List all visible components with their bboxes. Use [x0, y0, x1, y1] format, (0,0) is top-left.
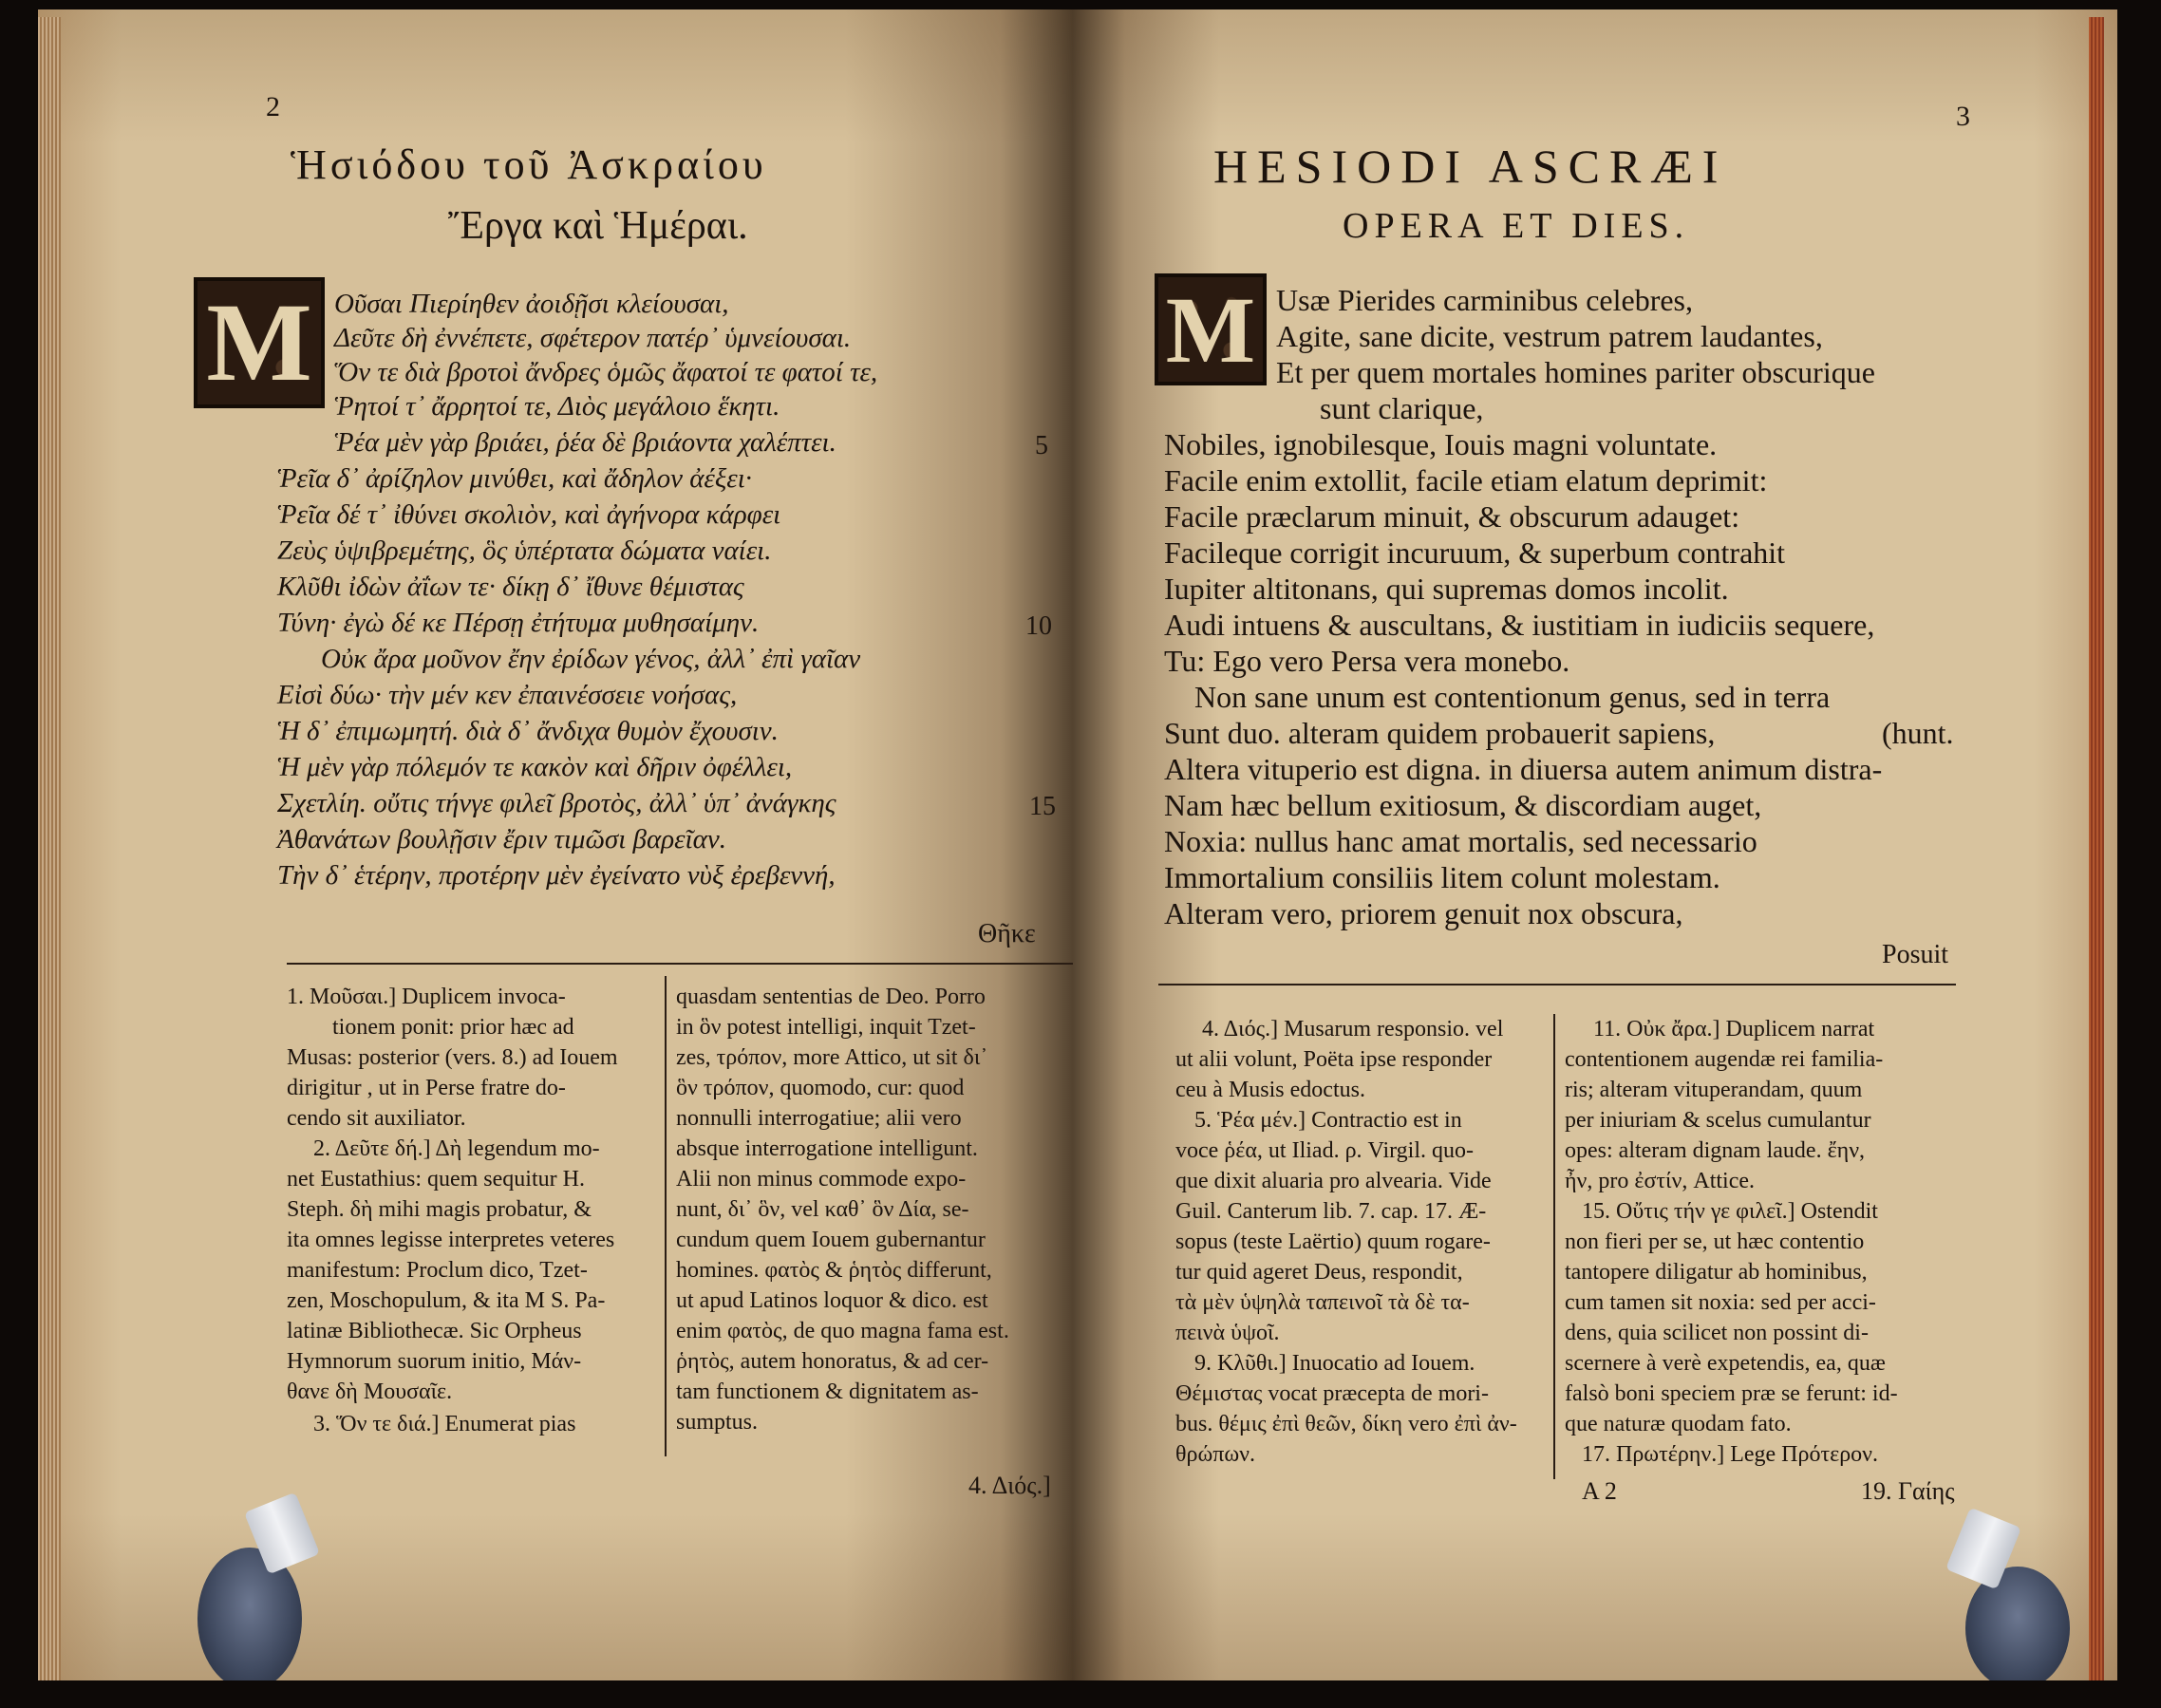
verse-line: Usæ Pierides carminibus celebres,: [1276, 283, 1693, 317]
note-line: Θέμιστας vocat præcepta de mori-: [1175, 1381, 1489, 1406]
verse-line: Sunt duo. alteram quidem probauerit sapiens,: [1164, 716, 1716, 750]
note-line: Alii non minus commode expo-: [676, 1167, 967, 1192]
note-line: in ὃν potest intelligi, inquit Tzet-: [676, 1015, 976, 1040]
note-line: voce ῥέα, ut Iliad. ρ. Virgil. quo-: [1175, 1138, 1475, 1163]
note-line: πεινὰ ὑψοῖ.: [1175, 1321, 1280, 1345]
page-number-left: 2: [266, 91, 280, 122]
note-line: 2. Δεῦτε δή.] Δὴ legendum mo-: [313, 1136, 600, 1161]
verse-line: Altera vituperio est digna. in diuersa autem animum distra-: [1164, 752, 1883, 786]
note-line: ris; alteram vituperandam, quum: [1565, 1078, 1863, 1102]
drop-initial-right: M: [1155, 273, 1267, 385]
verse-line: Agite, sane dicite, vestrum patrem laudantes,: [1276, 319, 1823, 353]
note-line: dirigitur , ut in Perse fratre do-: [287, 1076, 566, 1100]
verse-line: Et per quem mortales homines pariter obscurique: [1276, 355, 1875, 389]
note-line: non fieri per se, ut hæc contentio: [1565, 1229, 1865, 1254]
verse-line: Iupiter altitonans, qui supremas domos incolit.: [1164, 572, 1729, 606]
notes-column-rule-right: [1553, 1014, 1555, 1479]
note-line: ut alii volunt, Poëta ipse responder: [1175, 1047, 1493, 1072]
latin-subtitle: OPERA ET DIES.: [1343, 206, 1690, 246]
note-line: ceu à Musis edoctus.: [1175, 1078, 1365, 1102]
note-line: zes, τρόπον, more Attico, ut sit δι᾽: [676, 1045, 988, 1070]
verse-line: Δεῦτε δὴ ἐννέπετε, σφέτερον πατέρ᾽ ὑμνείουσαι.: [334, 323, 852, 353]
note-line: tam functionem & dignitatem as-: [676, 1380, 979, 1404]
greek-title: Ἡσιόδου τοῦ Ἀσκραίου: [291, 141, 767, 188]
note-line: opes: alteram dignam laude. ἔην,: [1565, 1138, 1866, 1163]
greek-subtitle: Ἔργα καὶ Ἡμέραι.: [448, 204, 748, 248]
verse-line: Tu: Ego vero Persa vera monebo.: [1164, 644, 1570, 678]
verse-line: sunt clarique,: [1320, 391, 1484, 425]
note-line: tionem ponit: prior hæc ad: [332, 1015, 574, 1040]
verse-line: Nobiles, ignobilesque, Iouis magni voluntate.: [1164, 427, 1718, 461]
note-line: bus. θέμις ἐπὶ θεῶν, δίκη vero ἐπὶ ἀν-: [1175, 1412, 1517, 1436]
note-line: scernere à verè expetendis, ea, quæ: [1565, 1351, 1886, 1376]
note-line: θανε δὴ Μουσαῖε.: [287, 1380, 453, 1404]
note-line: 1. Μοῦσαι.] Duplicem invoca-: [287, 985, 566, 1009]
note-line: latinæ Bibliothecæ. Sic Orpheus: [287, 1319, 582, 1343]
note-line: cum tamen sit noxia: sed per acci-: [1565, 1290, 1876, 1315]
note-line: ἦν, pro ἐστίν, Attice.: [1565, 1169, 1756, 1193]
note-line: zen, Moschopulum, & ita M S. Pa-: [287, 1288, 606, 1313]
catchword-left: Θῆκε: [978, 919, 1036, 948]
verse-line: Nam hæc bellum exitiosum, & discordiam auget,: [1164, 788, 1762, 822]
note-line: τὰ μὲν ὑψηλὰ ταπεινοῖ τὰ δὲ τα-: [1175, 1290, 1470, 1315]
note-line: net Eustathius: quem sequitur H.: [287, 1167, 585, 1192]
note-line: per iniuriam & scelus cumulantur: [1565, 1108, 1871, 1133]
verse-line: Facile præclarum minuit, & obscurum adauget:: [1164, 499, 1740, 534]
verse-line: Ἀθανάτων βουλῇσιν ἔριν τιμῶσι βαρεῖαν.: [277, 824, 726, 854]
page-edges-right: [2089, 17, 2104, 1680]
verse-line: Οὐκ ἄρα μοῦνον ἔην ἐρίδων γένος, ἀλλ᾽ ἐπὶ γαῖαν: [321, 644, 861, 674]
line-number: 10: [1025, 611, 1052, 641]
verse-line: Audi intuens & auscultans, & iustitiam in iudiciis sequere,: [1164, 608, 1875, 642]
page-number-right: 3: [1956, 101, 1970, 132]
open-book: [19, 9, 2142, 1699]
verse-line: Σχετλίη. οὔτις τήνγε φιλεῖ βροτὸς, ἀλλ᾽ ὑπ᾽ ἀνάγκης: [277, 788, 836, 818]
note-line: cundum quem Iouem gubernantur: [676, 1228, 986, 1252]
note-line: 11. Οὐκ ἄρα.] Duplicem narrat: [1593, 1017, 1875, 1042]
verse-line: Ῥητοί τ᾽ ἄρρητοί τε, Διὸς μεγάλοιο ἕκητι.: [334, 391, 780, 422]
note-line: ὃν τρόπον, quomodo, cur: quod: [676, 1076, 965, 1100]
verse-line: Ῥεῖα δέ τ᾽ ἰθύνει σκολιὸν, καὶ ἀγήνορα κάρφει: [277, 499, 781, 530]
drop-initial-left: M: [194, 277, 325, 408]
note-line: 9. Κλῦθι.] Inuocatio ad Iouem.: [1194, 1351, 1475, 1376]
note-line: 3. Ὅν τε διά.] Enumerat pias: [313, 1412, 576, 1436]
verse-line: Non sane unum est contentionum genus, sed in terra: [1194, 680, 1831, 714]
verse-line: Ζεὺς ὑψιβρεμέτης, ὃς ὑπέρτατα δώματα ναίει.: [277, 535, 772, 566]
note-line: quasdam sententias de Deo. Porro: [676, 985, 986, 1009]
verse-line: Κλῦθι ἰδὼν ἀΐων τε· δίκῃ δ᾽ ἴθυνε θέμιστας: [277, 572, 744, 602]
verse-line: Ὅν τε διὰ βροτοὶ ἄνδρες ὁμῶς ἄφατοί τε φατοί τε,: [334, 357, 878, 387]
note-line: enim φατὸς, de quo magna fama est.: [676, 1319, 1009, 1343]
note-line: homines. φατὸς & ῥητὸς differunt,: [676, 1258, 992, 1283]
note-line: nunt, δι᾽ ὃν, vel καθ᾽ ὃν Δία, se-: [676, 1197, 969, 1222]
overflow-word: (hunt.: [1882, 716, 1954, 750]
line-number: 5: [1035, 431, 1048, 460]
signature-mark: A 2: [1582, 1477, 1617, 1505]
verse-line: Alteram vero, priorem genuit nox obscura,: [1164, 896, 1683, 930]
verse-line: Οῦσαι Πιερίηθεν ἀοιδῇσι κλείουσαι,: [334, 289, 729, 319]
note-line: Musas: posterior (vers. 8.) ad Iouem: [287, 1045, 618, 1070]
note-line: 4. Διός.] Musarum responsio. vel: [1202, 1017, 1504, 1042]
note-line: contentionem augendæ rei familia-: [1565, 1047, 1884, 1072]
verse-line: Facileque corrigit incuruum, & superbum contrahit: [1164, 535, 1786, 570]
note-line: ut apud Latinos loquor & dico. est: [676, 1288, 988, 1313]
note-line: Hymnorum suorum initio, Μάν-: [287, 1349, 582, 1374]
note-line: falsò boni speciem præ se ferunt: id-: [1565, 1381, 1898, 1406]
note-line: tur quid ageret Deus, respondit,: [1175, 1260, 1463, 1285]
notes-column-rule-left: [665, 976, 667, 1456]
right-page: [1073, 9, 2117, 1680]
note-line: absque interrogatione intelligunt.: [676, 1136, 978, 1161]
note-line: ῥητὸς, autem honoratus, & ad cer-: [676, 1349, 989, 1374]
notes-divider-left: [287, 963, 1073, 965]
line-number: 15: [1029, 792, 1056, 821]
page-edges-left: [38, 17, 61, 1680]
verse-line: Ῥέα μὲν γὰρ βριάει, ῥέα δὲ βριάοντα χαλέπτει.: [334, 427, 836, 458]
verse-line: Immortalium consiliis litem colunt molestam.: [1164, 860, 1720, 894]
note-line: que naturæ quodam fato.: [1565, 1412, 1792, 1436]
verse-line: Ἡ δ᾽ ἐπιμωμητή. διὰ δ᾽ ἄνδιχα θυμὸν ἔχουσιν.: [277, 716, 779, 746]
catchword-right: Posuit: [1882, 940, 1949, 969]
note-line: θρώπων.: [1175, 1442, 1256, 1467]
verse-line: Ἡ μὲν γὰρ πόλεμόν τε κακὸν καὶ δῆριν ὀφέλλει,: [277, 752, 793, 782]
verse-line: Τύνη· ἐγὼ δέ κε Πέρσῃ ἐτήτυμα μυθησαίμην.: [277, 608, 760, 638]
verse-line: Facile enim extollit, facile etiam elatum deprimit:: [1164, 463, 1768, 497]
note-line: dens, quia scilicet non possint di-: [1565, 1321, 1869, 1345]
verse-line: Noxia: nullus hanc amat mortalis, sed necessario: [1164, 824, 1757, 858]
note-line: que dixit aluaria pro alvearia. Vide: [1175, 1169, 1492, 1193]
note-line: 15. Οὔτις τήν γε φιλεῖ.] Ostendit: [1582, 1199, 1878, 1224]
note-line: 5. Ῥέα μέν.] Contractio est in: [1194, 1108, 1462, 1133]
verse-line: Ῥεῖα δ᾽ ἀρίζηλον μινύθει, καὶ ἄδηλον ἀέξει·: [277, 463, 753, 494]
note-line: tantopere diligatur ab hominibus,: [1565, 1260, 1868, 1285]
note-line: 17. Πρωτέρην.] Lege Πρότερον.: [1582, 1442, 1879, 1467]
latin-title: HESIODI ASCRÆI: [1213, 140, 1728, 193]
notes-divider-right: [1158, 984, 1956, 985]
note-line: sumptus.: [676, 1410, 759, 1435]
note-line: cendo sit auxiliator.: [287, 1106, 466, 1131]
note-line: ita omnes legisse interpretes veteres: [287, 1228, 615, 1252]
page-clip-left: [197, 1548, 302, 1680]
note-line: Guil. Canterum lib. 7. cap. 17. Æ-: [1175, 1199, 1487, 1224]
notes-catchword-left: 4. Διός.]: [968, 1472, 1051, 1499]
note-line: nonnulli interrogatiue; alii vero: [676, 1106, 962, 1131]
note-line: Steph. δὴ mihi magis probatur, &: [287, 1197, 592, 1222]
verse-line: Τὴν δ᾽ ἑτέρην, προτέρην μὲν ἐγείνατο νὺξ ἐρεβεννή,: [277, 860, 836, 891]
verse-line: Εἰσὶ δύω· τὴν μέν κεν ἐπαινέσσειε νοήσας,: [277, 680, 738, 710]
note-line: manifestum: Proclum dico, Tzet-: [287, 1258, 588, 1283]
notes-catchword-right: 19. Γαίης: [1861, 1477, 1955, 1505]
note-line: sopus (teste Laërtio) quum rogare-: [1175, 1229, 1491, 1254]
left-page: [38, 9, 1073, 1680]
